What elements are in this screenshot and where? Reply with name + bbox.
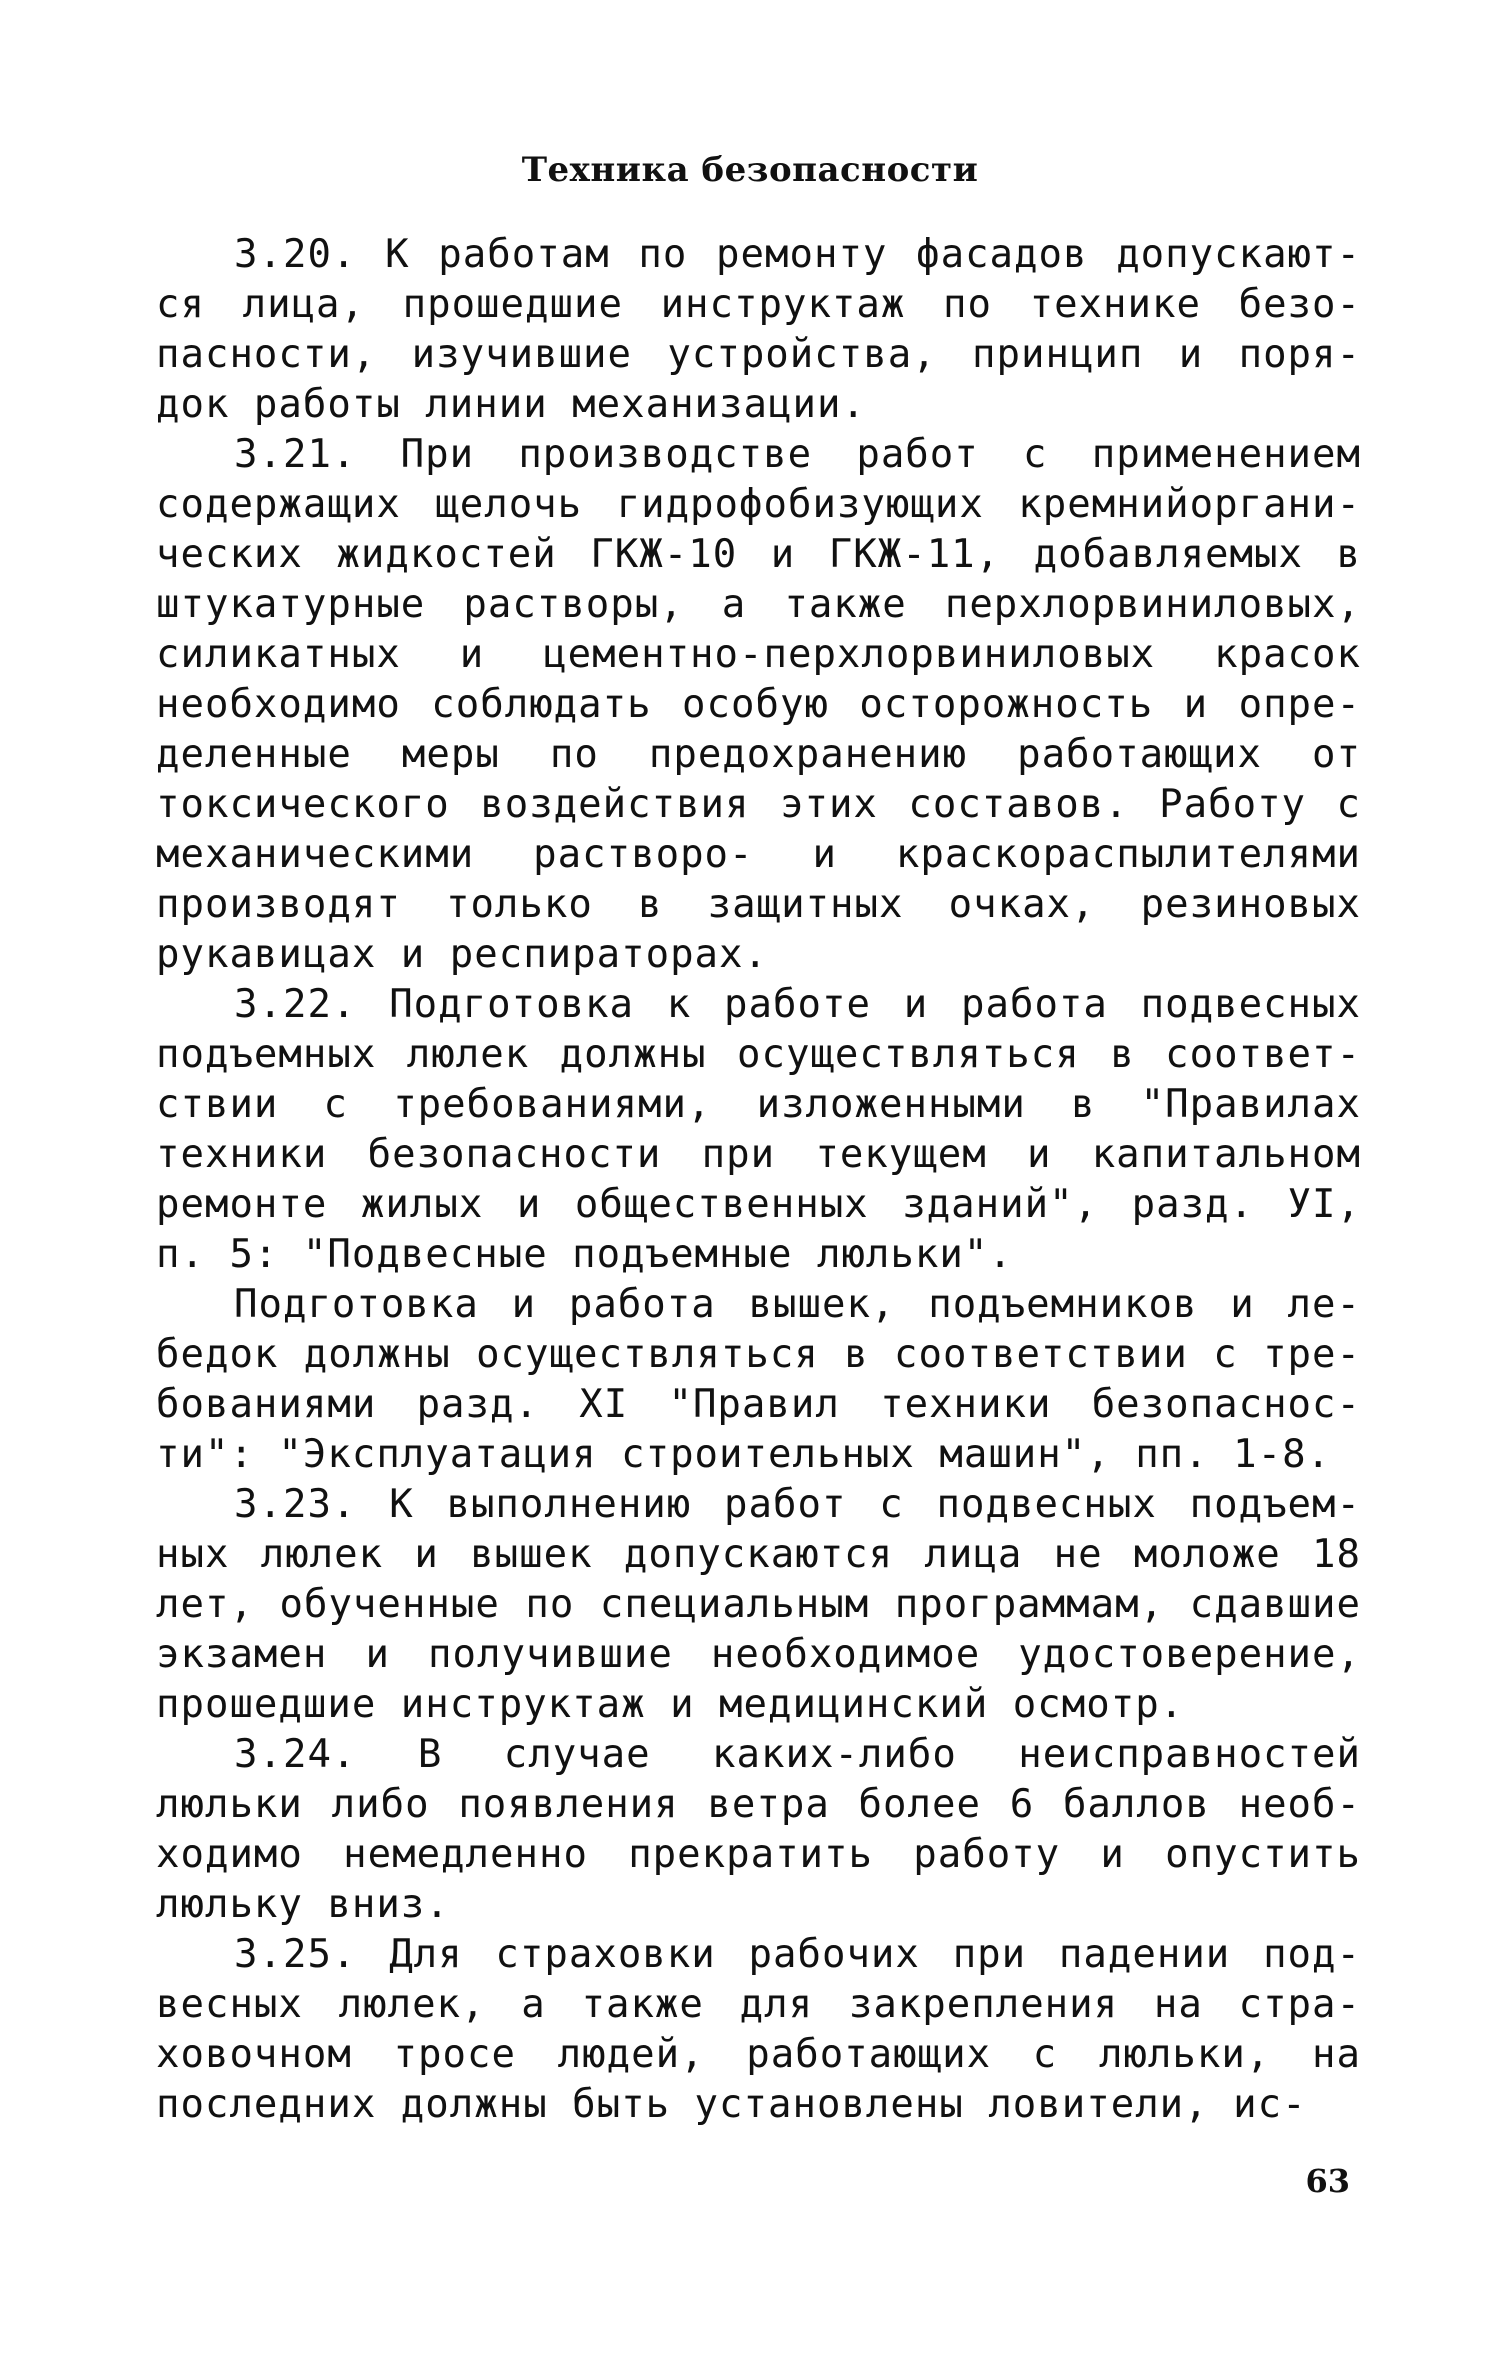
paragraph-3-24: 3.24. В случае каких-либо неисправностей люльки либо появления ветра более 6 баллов необ-ходимо немедленно прекратить работу и опустить люльку вниз. <box>156 1732 1361 1927</box>
paragraph-3-22: 3.22. Подготовка к работе и работа подвесных подъемных люлек должны осуществляться в соответ-ствии с требованиями, изложенными в "Правилах техники безопасности при текущем и капитальном ремонте жилых и общественных зданий", разд. УI, п. 5: "Подвесные подъемные люльки". <box>156 982 1361 1277</box>
body-text <box>156 230 1361 2130</box>
paragraph-3-23: 3.23. К выполнению работ с подвесных подъем-ных люлек и вышек допускаются лица не моложе 18 лет, обученные по специальным программам, сдавшие экзамен и получившие необходимое удостоверение, прошедшие инструктаж и медицинский осмотр. <box>156 1482 1361 1727</box>
section-title: Техника безопасности <box>521 150 979 190</box>
page-number: 63 <box>1305 2162 1350 2200</box>
paragraph-equipment-requirements: Подготовка и работа вышек, подъемников и ле-бедок должны осуществляться в соответствии с тре-бованиями разд. XI "Правил техники безопаснос-ти": "Эксплуатация строительных машин", пп. 1-8. <box>156 1282 1361 1477</box>
paragraph-3-25: 3.25. Для страховки рабочих при падении под-весных люлек, а также для закрепления на стра-ховочном тросе людей, работающих с люльки, на последних должны быть установлены ловители, ис- <box>156 1932 1361 2127</box>
paragraph-3-21: 3.21. При производстве работ с применением содержащих щелочь гидрофобизующих кремнийоргани-ческих жидкостей ГКЖ-10 и ГКЖ-11, добавляемых в штукатурные растворы, а также перхлорвиниловых, силикатных и цементно-перхлорвиниловых красок необходимо соблюдать особую осторожность и опре-деленные меры по предохранению работающих от токсического воздействия этих составов. Работу с механическими растворо- и краскораспылителями производят только в защитных очках, резиновых рукавицах и респираторах. <box>156 432 1361 977</box>
paragraph-3-20: 3.20. К работам по ремонту фасадов допускают-ся лица, прошедшие инструктаж по технике безо-пасности, изучившие устройства, принцип и поря-док работы линии механизации. <box>156 232 1361 427</box>
